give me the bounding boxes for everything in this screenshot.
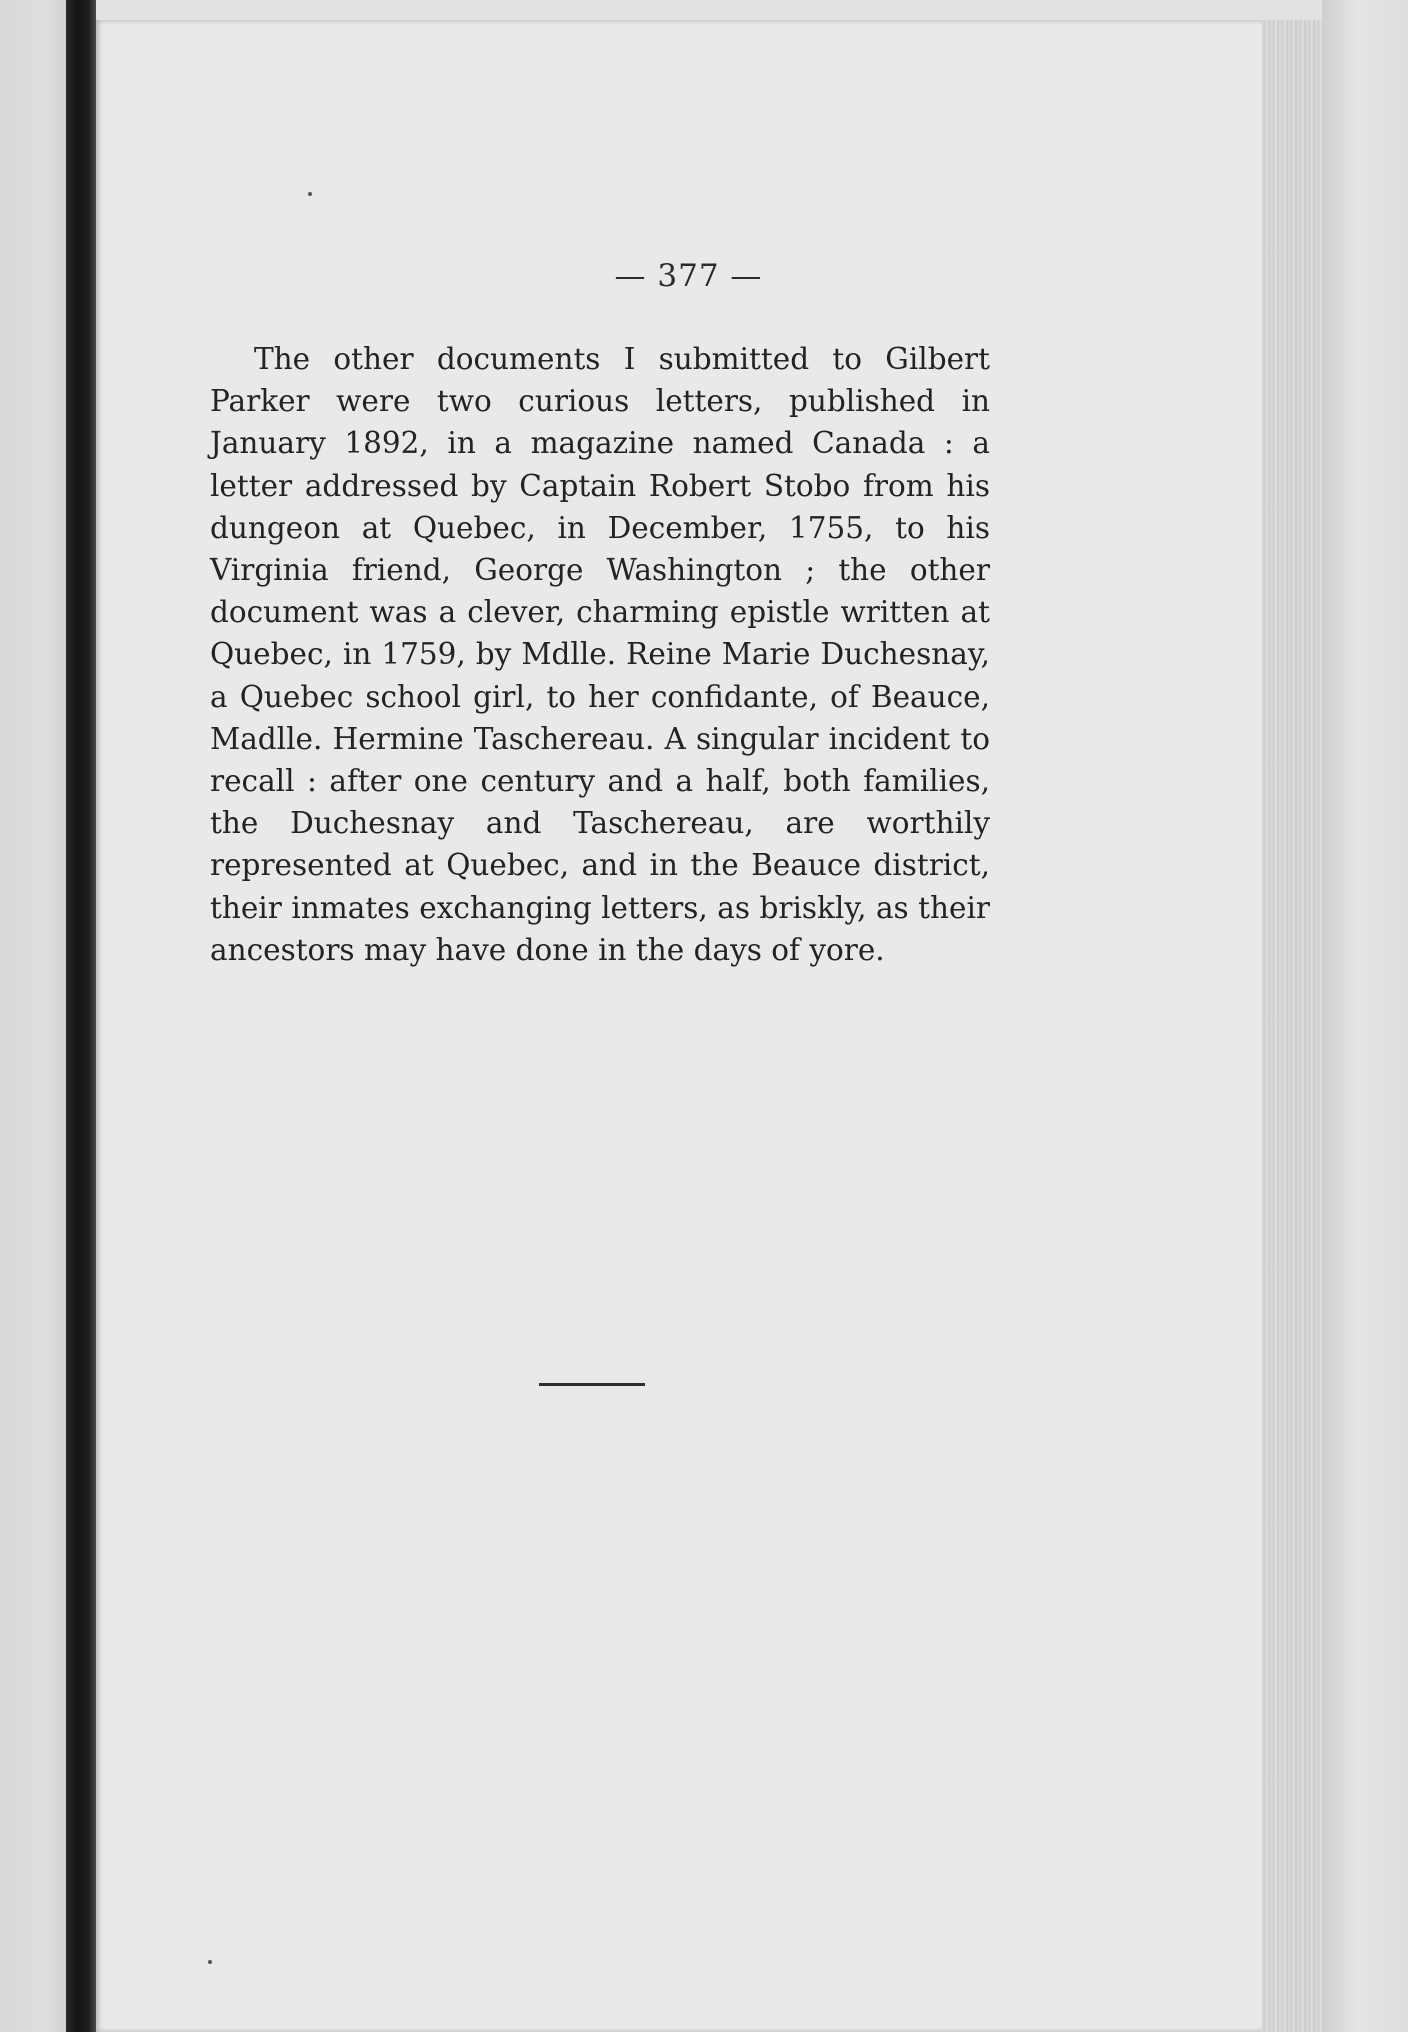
scan-right-margin (1322, 0, 1408, 2032)
page-number: — 377 — (614, 258, 763, 294)
previous-page-edge (0, 0, 70, 2032)
book-gutter (66, 0, 96, 2032)
page-body (210, 338, 990, 971)
book-page (96, 20, 1281, 2032)
scan-speck (208, 1960, 212, 1964)
end-rule (539, 1383, 645, 1386)
body-paragraph: The other documents I submitted to Gilbert Parker were two curious letters, published in January 1892, in a magazine named Canada : a letter addressed by Captain Robert Stobo from his dungeon at Quebec, in December, 1755, to his Virginia friend, George Washington ; the other document was a clever, charming epistle written at Quebec, in 1759, by Mdlle. Reine Marie Duchesnay, a Quebec school girl, to her confidante, of Beauce, Madlle. Hermine Taschereau. A singular incident to recall : after one century and a half, both families, the Duchesnay and Taschereau, are worthily represented at Quebec, and in the Beauce district, their inmates exchanging letters, as briskly, as their ancestors may have done in the days of yore. (210, 342, 990, 967)
scan-speck (308, 192, 312, 196)
page-edge-stack (1262, 20, 1322, 2032)
